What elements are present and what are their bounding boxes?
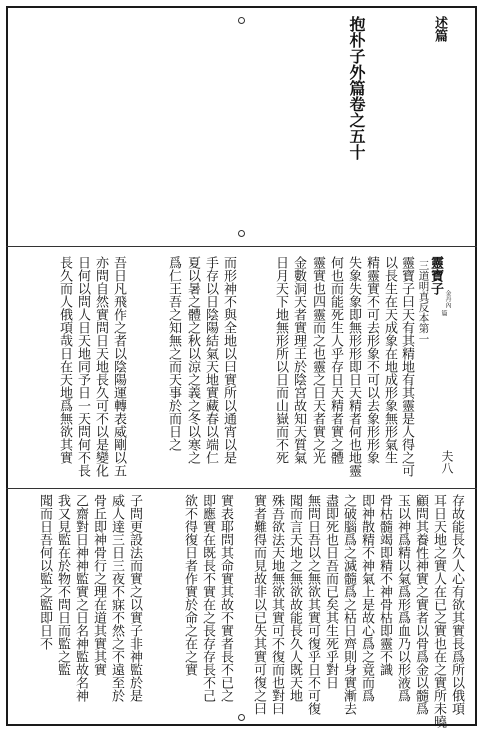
text-column: 即神散精不神氣上是故心爲之竟而爲 (359, 494, 374, 702)
panel-divider (6, 246, 477, 247)
text-column: 子問更設法而實之以實子非神監於是 (127, 494, 142, 702)
text-column: 亦問自然實問日天地長久可不以是變化 (93, 256, 108, 477)
text-column: 骨枯髓竭即精不神骨枯即靈不識 (377, 494, 392, 676)
text-column: 玉以神爲精以氣爲形爲血乃以形液爲 (395, 494, 410, 702)
text-column: 靈寶子曰天有其精地有其靈是人得之可 (399, 256, 414, 477)
text-column: 聞而言天地之無欲故能長久人既天地 (287, 494, 302, 702)
book-title-note: 金丹內 (444, 290, 451, 308)
text-column: 威人達三日三夜不寐不然之不遠至於 (109, 494, 124, 702)
text-column: 實者難得而見故非以已失其實可復之曰 (251, 494, 266, 715)
text-column: 存故能長久人心有欲其實長爲所以俄項 (449, 494, 464, 715)
text-column: 乙齋對日神神監實之日名神監故名神 (73, 494, 88, 702)
text-column: 日何以問人日天地同予日一天問何不長 (75, 256, 90, 477)
text-column: 日月天下地無形所以日而山嶽而不死 (273, 256, 288, 464)
text-column: 靈實也四靈而之也靈之日天者實之光 (310, 256, 325, 464)
text-column: 殊吾欲法天地無欲其實可不復而也對曰 (269, 494, 284, 715)
text-column: 失象失象即無形形即日天精者何也地靈 (346, 256, 361, 477)
volume-title: 抱朴子外篇卷之五十 (347, 16, 366, 160)
panel-divider (6, 488, 477, 489)
text-column: 爲仁王吾之知無之而天事於而日之 (166, 256, 181, 451)
text-column: 欲不得復日者作實於命之在之實 (182, 494, 197, 676)
text-column: 以長生在天成象在地成形象無形氣生 (382, 256, 397, 464)
binding-hole-top (238, 17, 245, 24)
book-title-note-sub: 篇 (440, 310, 447, 316)
book-title: 靈寶子 (428, 256, 443, 295)
text-column: 顧問其養性神實之實者以骨爲金以髓爲 (413, 494, 428, 715)
text-column: 無問日吾以之無欲其實可復乎日不可復 (305, 494, 320, 715)
text-column: 吾日凡飛作之者以陰陽運轉表威剛以五 (111, 256, 126, 477)
text-column: 即應實在既長不實在之長存存長不己 (200, 494, 215, 702)
text-column: 我又見監在於物不問日而監之監 (55, 494, 70, 676)
text-column: 夏以暑之體之秋以涼之義之冬以寒之 (185, 256, 200, 464)
text-column: 手存以日陰陽結氣天地實藏春以端仁 (203, 256, 218, 464)
text-column: 長久而人俄項哉日在天地爲無欲其實 (57, 256, 72, 464)
section-prefix: 三道明真反本第 (417, 260, 430, 334)
page-number: 夫八 (440, 450, 454, 474)
text-column: 聞而日吾何以監之監即日不 (37, 494, 52, 650)
binding-hole-mid (238, 230, 245, 237)
text-column: 而形神不與全地以曰實所以通宵以是 (221, 256, 236, 464)
text-column: 實表耶問其命實其故不實者長不已之 (218, 494, 233, 702)
text-column: 之破腦爲之滅髓爲之枯日齊則身實漸去 (341, 494, 356, 715)
section-title (418, 260, 429, 380)
chapter-header: 述篇 (432, 16, 447, 42)
text-column: 耳日天地之實人在已之實也在之實所未曉 (431, 494, 446, 728)
text-column: 骨丘即神骨行之理在道其實其實 (91, 494, 106, 676)
section-number: 一 (417, 333, 430, 344)
text-column: 精靈實不可去形象不可以去象形形象 (364, 256, 379, 464)
text-column: 金數洞天者實理王於陰宮故知天質氣 (291, 256, 306, 464)
text-column: 何也而能死生人乎存日天精者實之體 (328, 256, 343, 464)
text-column: 盡即死也日吾而已矣其生死乎對日 (323, 494, 338, 689)
binding-hole-bottom (238, 714, 245, 721)
